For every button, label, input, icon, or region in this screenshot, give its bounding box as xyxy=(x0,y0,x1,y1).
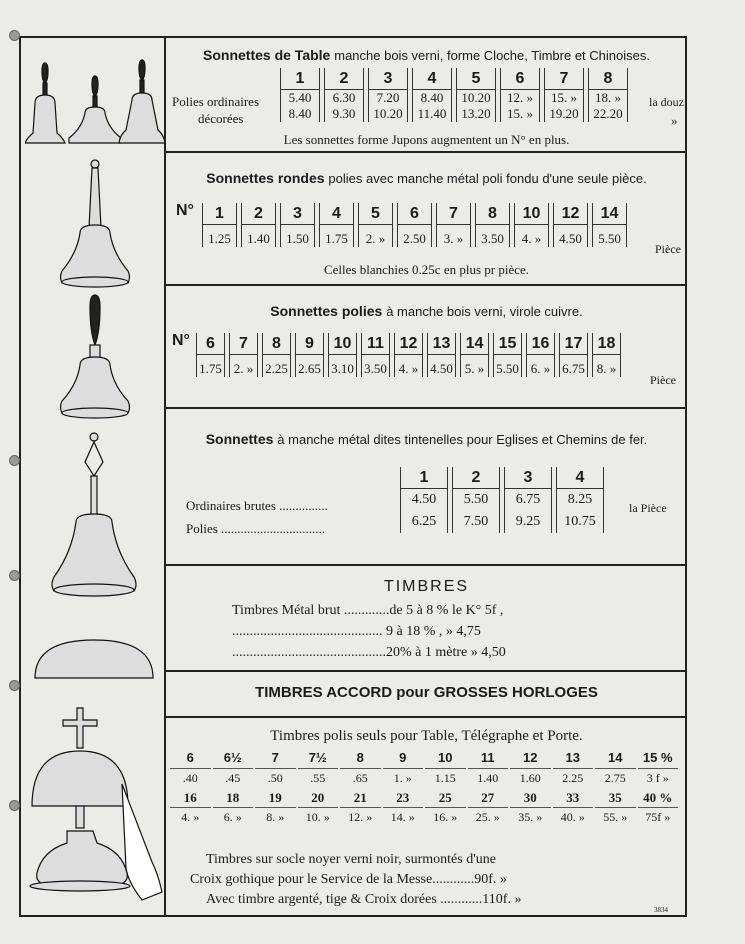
section-round-bells xyxy=(166,153,687,286)
price-value: 15. » xyxy=(551,90,577,105)
price-value: 18. » xyxy=(595,90,621,105)
section-polished-bells xyxy=(166,286,687,409)
timbre-size: 7 xyxy=(271,750,279,765)
price-column xyxy=(553,203,588,247)
row-label: décorées xyxy=(198,111,244,126)
price-value: 5.50 xyxy=(496,361,519,376)
timbre-price: 8. » xyxy=(255,807,296,827)
price-grid xyxy=(202,203,631,247)
price-column xyxy=(427,333,456,377)
price-column xyxy=(592,203,627,247)
timbre-size: 11 xyxy=(480,750,495,765)
item-number: 2 xyxy=(325,68,363,90)
polished-bell-illustration xyxy=(52,293,142,428)
timbre-price: .65 xyxy=(340,768,381,788)
timbre-price: .45 xyxy=(213,768,254,788)
price-column xyxy=(559,333,588,377)
price-value: 4.50 xyxy=(411,492,437,507)
section-subtitle: polies avec manche métal poli fondu d'une seule pièce. xyxy=(328,171,647,186)
timbre-column xyxy=(425,750,466,827)
section-title: Sonnettes de Table xyxy=(203,47,331,63)
timbre-column xyxy=(468,750,509,827)
price-column xyxy=(412,68,452,122)
price-value: 9.25 xyxy=(515,514,541,529)
section-timbres xyxy=(166,566,687,672)
timbre-column xyxy=(638,750,679,827)
price-value: 4.50 xyxy=(559,231,582,246)
item-number: 3 xyxy=(369,68,407,90)
timbre-price: 6. » xyxy=(213,807,254,827)
item-number: 7 xyxy=(437,203,470,225)
timbre-size: 40 % xyxy=(643,790,673,805)
price-value: 19.20 xyxy=(549,106,579,121)
item-number: 4 xyxy=(320,203,353,225)
price-value: 2. » xyxy=(233,361,254,376)
timbre-size: 25 xyxy=(438,790,452,805)
price-column xyxy=(544,68,584,122)
item-number: 14 xyxy=(461,333,488,355)
item-number: 7 xyxy=(545,68,583,90)
price-column xyxy=(400,467,448,533)
item-number: 5 xyxy=(359,203,392,225)
price-value: 3. » xyxy=(443,231,464,246)
price-column xyxy=(368,68,408,122)
price-column xyxy=(526,333,555,377)
row-label: Polies ordinaires xyxy=(172,94,260,109)
round-bell-illustration xyxy=(50,158,140,290)
timbre-price: 16. » xyxy=(425,807,466,827)
price-column xyxy=(475,203,510,247)
price-column xyxy=(280,68,320,122)
section-title: TIMBRES ACCORD pour GROSSES HORLOGES xyxy=(255,684,598,701)
binding-hole xyxy=(9,680,20,691)
binding-hole xyxy=(9,570,20,581)
timbre-column xyxy=(170,750,211,827)
timbre-price: 55. » xyxy=(595,807,636,827)
number-label: N° xyxy=(176,202,194,219)
timbre-price: 3 f » xyxy=(638,768,679,788)
price-column xyxy=(196,333,225,377)
timbre-price: 2.25 xyxy=(553,768,594,788)
section-title: Sonnettes rondes xyxy=(206,170,325,186)
unit-label: la douz. xyxy=(649,95,687,109)
item-number: 7 xyxy=(230,333,257,355)
price-column xyxy=(460,333,489,377)
price-value: 8. » xyxy=(596,361,617,376)
timbre-size: 30 xyxy=(523,790,537,805)
price-value: 5. » xyxy=(464,361,485,376)
price-column xyxy=(394,333,423,377)
timbre-price: 35. » xyxy=(510,807,551,827)
section-title: Sonnettes polies xyxy=(270,303,383,319)
price-value: 5.50 xyxy=(598,231,621,246)
timbre-size: 13 xyxy=(565,750,580,765)
price-column xyxy=(241,203,276,247)
price-value: 10.75 xyxy=(564,514,596,529)
timbre-price: 12. » xyxy=(340,807,381,827)
item-number: 15 xyxy=(494,333,521,355)
timbre-price: 75f » xyxy=(638,807,679,827)
price-value: 2.25 xyxy=(265,361,288,376)
price-value: 10.20 xyxy=(461,90,491,105)
section-subtitle: à manche métal dites tintenelles pour Eglises et Chemins de fer. xyxy=(277,432,648,447)
item-number: 17 xyxy=(560,333,587,355)
timbre-column xyxy=(298,750,339,827)
price-value: 11.40 xyxy=(417,106,447,121)
timbre-price: 2.75 xyxy=(595,768,636,788)
timbre-size: 15 % xyxy=(642,750,673,765)
item-number: 2 xyxy=(453,467,499,489)
timbre-price: 4. » xyxy=(170,807,211,827)
timbre-dome-illustration xyxy=(32,636,157,682)
binding-hole xyxy=(9,455,20,466)
price-value: 13.20 xyxy=(461,106,491,121)
item-number: 8 xyxy=(476,203,509,225)
price-value: 22.20 xyxy=(593,106,623,121)
timbre-size: 23 xyxy=(396,790,410,805)
price-column xyxy=(319,203,354,247)
price-grid xyxy=(280,68,632,122)
item-number: 14 xyxy=(593,203,626,225)
section-title: Timbres polis seuls pour Table, Télégraphe et Porte. xyxy=(270,728,583,744)
price-value: 4.50 xyxy=(430,361,453,376)
timbre-size: 21 xyxy=(353,790,367,805)
price-column xyxy=(324,68,364,122)
item-number: 2 xyxy=(242,203,275,225)
table-bells-illustration xyxy=(25,58,165,153)
price-column xyxy=(328,333,357,377)
section-table-bells xyxy=(166,36,687,153)
timbre-size: 6 xyxy=(186,750,194,765)
price-column xyxy=(500,68,540,122)
price-value: 5.50 xyxy=(463,492,489,507)
number-label: N° xyxy=(172,332,190,349)
section-subtitle: manche bois verni, forme Cloche, Timbre et Chinoises. xyxy=(334,48,650,63)
item-number: 10 xyxy=(515,203,548,225)
price-value: 2.65 xyxy=(298,361,321,376)
price-value: 1.25 xyxy=(208,231,231,246)
price-value: 8.25 xyxy=(567,492,593,507)
price-column xyxy=(262,333,291,377)
price-value: 3.10 xyxy=(331,361,354,376)
timbre-column xyxy=(340,750,381,827)
price-value: 5.40 xyxy=(288,90,312,105)
price-value: 2. » xyxy=(365,231,386,246)
item-number: 1 xyxy=(203,203,236,225)
price-column xyxy=(504,467,552,533)
item-number: 6 xyxy=(501,68,539,90)
price-column xyxy=(361,333,390,377)
timbre-size: 9 xyxy=(399,750,407,765)
item-number: 11 xyxy=(362,333,389,355)
timbre-size: 19 xyxy=(268,790,282,805)
item-number: 1 xyxy=(401,467,447,489)
timbre-column xyxy=(553,750,594,827)
timbre-price: .40 xyxy=(170,768,211,788)
timbre-price: 1.60 xyxy=(510,768,551,788)
timbre-line: ............................................20% à 1 mètre » 4,50 xyxy=(232,645,506,660)
price-column xyxy=(456,68,496,122)
price-column xyxy=(493,333,522,377)
section-note: Celles blanchies 0.25c en plus pr pièce. xyxy=(323,262,530,277)
price-column xyxy=(556,467,604,533)
price-value: 2.50 xyxy=(403,231,426,246)
unit-label: Pièce xyxy=(650,373,676,387)
price-value: 6.25 xyxy=(411,514,437,529)
timbre-price: 14. » xyxy=(383,807,424,827)
timbre-size: 6½ xyxy=(223,750,242,765)
timbre-price: .55 xyxy=(298,768,339,788)
price-value: 4. » xyxy=(398,361,419,376)
timbre-size: 10 xyxy=(438,750,453,765)
timbre-size: 7½ xyxy=(308,750,327,765)
price-value: 4. » xyxy=(521,231,542,246)
timbre-size: 8 xyxy=(356,750,364,765)
price-value: 15. » xyxy=(507,106,533,121)
section-title: TIMBRES xyxy=(383,578,470,595)
timbre-line: Timbres Métal brut .............de 5 à 8 % le K° 5f , xyxy=(232,603,504,618)
item-number: 9 xyxy=(296,333,323,355)
item-number: 16 xyxy=(527,333,554,355)
row-label: Ordinaires brutes ............... xyxy=(186,498,328,513)
section-title: Sonnettes xyxy=(205,431,274,447)
page-mark: 3834 xyxy=(654,906,668,914)
timbre-size: 18 xyxy=(226,790,240,805)
price-column xyxy=(358,203,393,247)
price-value: 6. » xyxy=(530,361,551,376)
row-label: Polies ................................ xyxy=(186,521,326,536)
item-number: 5 xyxy=(457,68,495,90)
timbre-price: 10. » xyxy=(298,807,339,827)
socle-line: Croix gothique pour le Service de la Messe............90f. » xyxy=(190,872,507,887)
timbre-column xyxy=(595,750,636,827)
timbre-line: ........................................... 9 à 18 % , » 4,75 xyxy=(232,624,481,639)
item-number: 8 xyxy=(263,333,290,355)
price-value: 1.75 xyxy=(199,361,222,376)
unit-label: Pièce xyxy=(655,242,681,256)
price-value: 9.30 xyxy=(332,106,356,121)
item-number: 18 xyxy=(593,333,620,355)
item-number: 8 xyxy=(589,68,627,90)
item-number: 4 xyxy=(413,68,451,90)
price-value: 1.50 xyxy=(286,231,309,246)
price-value: 8.40 xyxy=(420,90,444,105)
price-column xyxy=(202,203,237,247)
price-value: 3.50 xyxy=(364,361,387,376)
timbre-size: 33 xyxy=(566,790,580,805)
timbre-size: 20 xyxy=(311,790,325,805)
timbre-size: 16 xyxy=(183,790,197,805)
price-value: 8.40 xyxy=(288,106,312,121)
timbre-size: 14 xyxy=(608,750,623,765)
price-column xyxy=(452,467,500,533)
socle-line: Avec timbre argenté, tige & Croix dorées ............110f. » xyxy=(206,892,522,907)
price-value: 10.20 xyxy=(373,106,403,121)
timbre-price: 1. » xyxy=(383,768,424,788)
timbre-column xyxy=(383,750,424,827)
price-column xyxy=(592,333,621,377)
section-accord xyxy=(166,672,687,718)
unit-label: la Pièce xyxy=(629,501,667,515)
price-value: 6.75 xyxy=(515,492,541,507)
church-bell-illustration xyxy=(48,432,143,602)
timbre-size: 12 xyxy=(523,750,538,765)
price-column xyxy=(436,203,471,247)
price-column xyxy=(295,333,324,377)
unit-ditto: » xyxy=(671,113,678,128)
binding-hole xyxy=(9,30,20,41)
timbre-price: 40. » xyxy=(553,807,594,827)
altar-bell-illustration xyxy=(22,706,172,911)
price-grid xyxy=(196,333,625,377)
item-number: 3 xyxy=(281,203,314,225)
section-table-timbres xyxy=(166,718,687,917)
item-number: 3 xyxy=(505,467,551,489)
price-value: 12. » xyxy=(507,90,533,105)
price-value: 1.40 xyxy=(247,231,270,246)
timbre-size: 35 xyxy=(608,790,622,805)
price-grid xyxy=(400,467,608,533)
timbre-column xyxy=(510,750,551,827)
timbre-column xyxy=(213,750,254,827)
price-column xyxy=(588,68,628,122)
price-column xyxy=(280,203,315,247)
timbre-price: 1.15 xyxy=(425,768,466,788)
item-number: 6 xyxy=(398,203,431,225)
timbre-price: 25. » xyxy=(468,807,509,827)
item-number: 13 xyxy=(428,333,455,355)
price-value: 7.20 xyxy=(376,90,400,105)
section-church-bells xyxy=(166,409,687,566)
binding-hole xyxy=(9,800,20,811)
item-number: 4 xyxy=(557,467,603,489)
item-number: 10 xyxy=(329,333,356,355)
item-number: 12 xyxy=(554,203,587,225)
timbre-price: .50 xyxy=(255,768,296,788)
item-number: 1 xyxy=(281,68,319,90)
timbre-price: 1.40 xyxy=(468,768,509,788)
price-value: 7.50 xyxy=(463,514,489,529)
price-column xyxy=(514,203,549,247)
timbre-size: 27 xyxy=(481,790,495,805)
price-value: 6.30 xyxy=(332,90,356,105)
price-value: 1.75 xyxy=(325,231,348,246)
price-value: 3.50 xyxy=(481,231,504,246)
section-note: Les sonnettes forme Jupons augmentent un N° en plus. xyxy=(283,132,570,147)
section-subtitle: à manche bois verni, virole cuivre. xyxy=(386,304,583,319)
price-value: 6.75 xyxy=(562,361,585,376)
timbre-column xyxy=(255,750,296,827)
item-number: 12 xyxy=(395,333,422,355)
timbre-size-table xyxy=(166,750,687,845)
price-column xyxy=(229,333,258,377)
item-number: 6 xyxy=(197,333,224,355)
price-column xyxy=(397,203,432,247)
socle-line: Timbres sur socle noyer verni noir, surmontés d'une xyxy=(206,852,496,867)
